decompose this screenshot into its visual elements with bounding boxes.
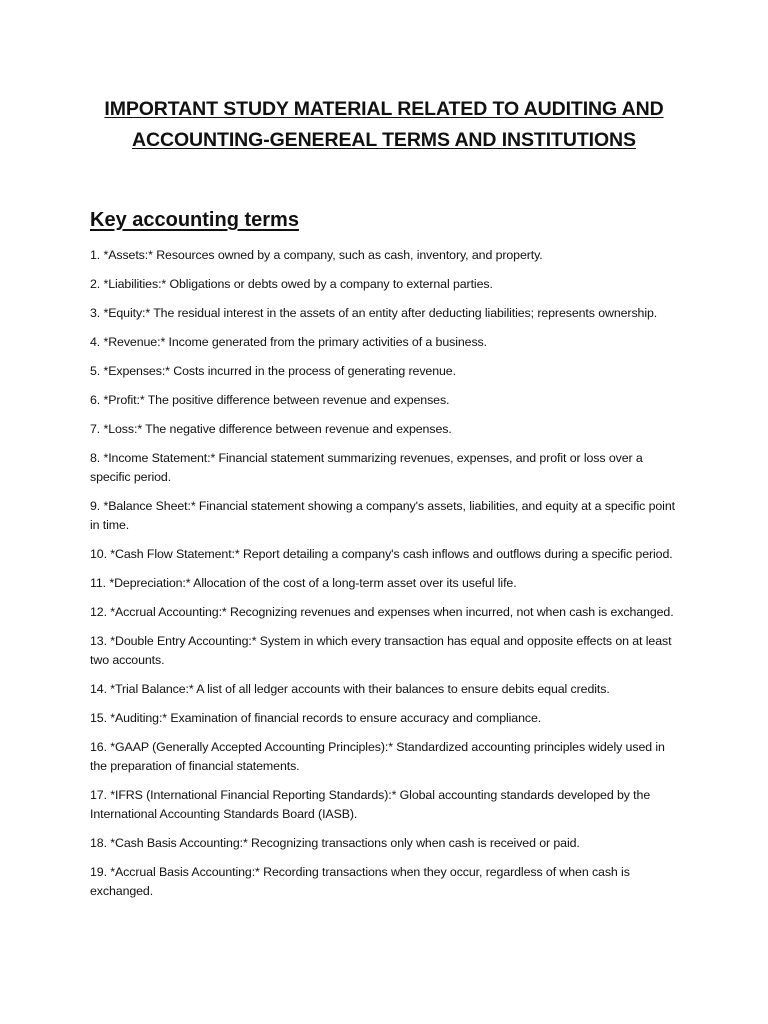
- list-item: 16. *GAAP (Generally Accepted Accounting Principles):* Standardized accounting principles widely used in the preparation of financial statements.: [90, 740, 665, 773]
- list-item: 5. *Expenses:* Costs incurred in the process of generating revenue.: [90, 364, 456, 378]
- section-heading: Key accounting terms: [90, 209, 299, 231]
- list-item: 4. *Revenue:* Income generated from the primary activities of a business.: [90, 335, 487, 349]
- terms-list: [90, 246, 680, 911]
- list-item: 3. *Equity:* The residual interest in the assets of an entity after deducting liabilities; represents ownership.: [90, 306, 658, 320]
- list-item: 1. *Assets:* Resources owned by a company, such as cash, inventory, and property.: [90, 248, 543, 262]
- list-item: 8. *Income Statement:* Financial statement summarizing revenues, expenses, and profit or loss over a specific period.: [90, 451, 643, 484]
- list-item: 19. *Accrual Basis Accounting:* Recording transactions when they occur, regardless of when cash is exchanged.: [90, 865, 630, 898]
- document-title: IMPORTANT STUDY MATERIAL RELATED TO AUDITING AND ACCOUNTING-GENEREAL TERMS AND INSTITUTIONS: [104, 98, 664, 151]
- list-item: 10. *Cash Flow Statement:* Report detailing a company's cash inflows and outflows during a specific period.: [90, 547, 673, 561]
- list-item: 12. *Accrual Accounting:* Recognizing revenues and expenses when incurred, not when cash is exchanged.: [90, 605, 674, 619]
- list-item: 9. *Balance Sheet:* Financial statement showing a company's assets, liabilities, and equity at a specific point in time.: [90, 499, 675, 532]
- list-item: 15. *Auditing:* Examination of financial records to ensure accuracy and compliance.: [90, 711, 542, 725]
- list-item: 14. *Trial Balance:* A list of all ledger accounts with their balances to ensure debits equal credits.: [90, 682, 610, 696]
- list-item: 2. *Liabilities:* Obligations or debts owed by a company to external parties.: [90, 277, 493, 291]
- list-item: 13. *Double Entry Accounting:* System in which every transaction has equal and opposite effects on at least two accounts.: [90, 634, 672, 667]
- list-item: 7. *Loss:* The negative difference between revenue and expenses.: [90, 422, 452, 436]
- list-item: 18. *Cash Basis Accounting:* Recognizing transactions only when cash is received or paid.: [90, 836, 580, 850]
- list-item: 11. *Depreciation:* Allocation of the cost of a long-term asset over its useful life.: [90, 576, 517, 590]
- list-item: 17. *IFRS (International Financial Reporting Standards):* Global accounting standards developed by the International Accounting Standards Board (IASB).: [90, 788, 651, 821]
- list-item: 6. *Profit:* The positive difference between revenue and expenses.: [90, 393, 450, 407]
